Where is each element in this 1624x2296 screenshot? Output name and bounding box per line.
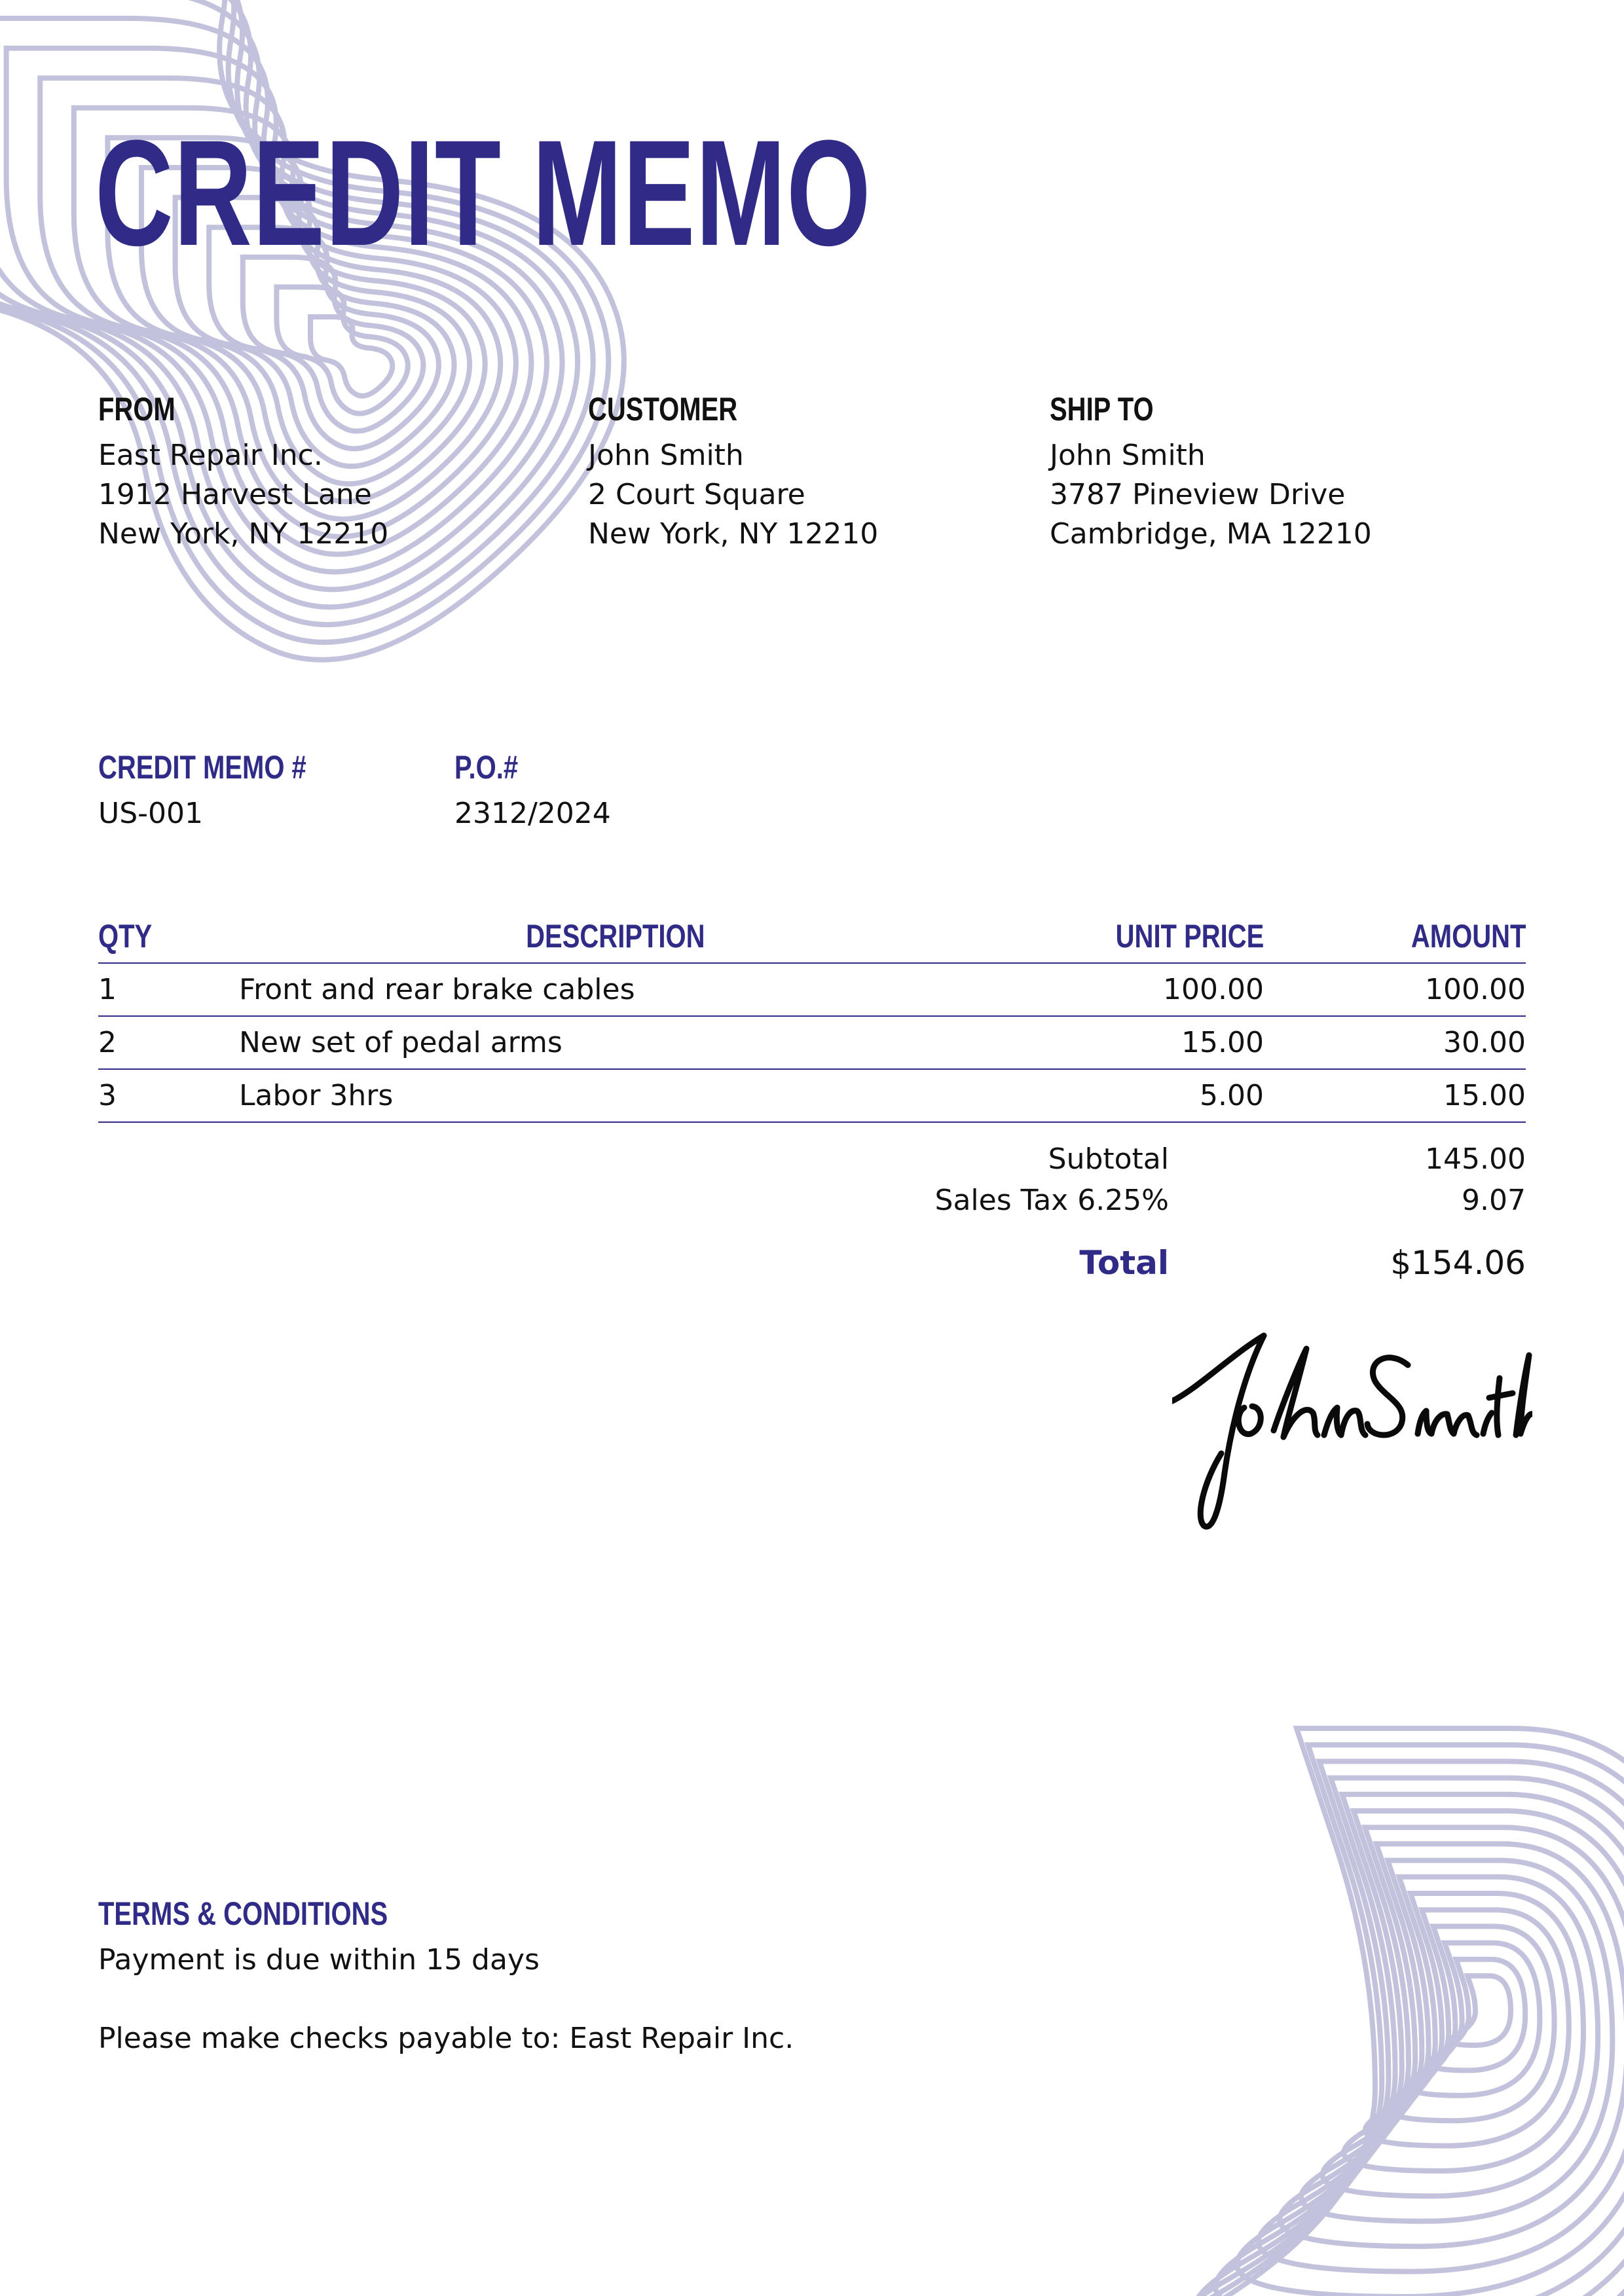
item-amount: 15.00 bbox=[1264, 1069, 1526, 1122]
item-amount: 100.00 bbox=[1264, 963, 1526, 1016]
ship-to-block bbox=[1050, 393, 1372, 554]
item-qty: 2 bbox=[98, 1016, 239, 1069]
contour-line bbox=[1387, 1926, 1555, 2121]
sales-tax-row bbox=[851, 1184, 1526, 1223]
column-header-amount: AMOUNT bbox=[1411, 918, 1526, 955]
contour-line bbox=[1173, 1761, 1624, 2296]
contour-line bbox=[310, 317, 392, 396]
table-row bbox=[98, 1069, 1526, 1122]
memo-number-value: US-001 bbox=[98, 797, 203, 830]
item-unit-price: 15.00 bbox=[992, 1016, 1264, 1069]
ship-to-line: John Smith bbox=[1050, 439, 1206, 472]
table-row bbox=[98, 963, 1526, 1016]
table-row bbox=[98, 1016, 1526, 1069]
contour-line bbox=[1451, 1976, 1511, 2045]
terms-label: TERMS & CONDITIONS bbox=[98, 1895, 388, 1932]
item-qty: 3 bbox=[98, 1069, 239, 1122]
item-description: Front and rear brake cables bbox=[239, 963, 992, 1016]
contour-line bbox=[1130, 1728, 1624, 2296]
ship-to-label: SHIP TO bbox=[1050, 391, 1154, 428]
sales-tax-value: 9.07 bbox=[1462, 1184, 1526, 1217]
customer-label: CUSTOMER bbox=[588, 391, 738, 428]
total-row bbox=[851, 1244, 1526, 1283]
from-label: FROM bbox=[98, 391, 175, 428]
contour-line bbox=[1365, 1910, 1569, 2145]
item-description: New set of pedal arms bbox=[239, 1016, 992, 1069]
contour-line bbox=[1344, 1893, 1583, 2171]
contour-line bbox=[1194, 1778, 1624, 2296]
subtotal-value: 145.00 bbox=[1425, 1142, 1526, 1176]
contour-line bbox=[1280, 1844, 1624, 2246]
subtotal-label: Subtotal bbox=[1048, 1142, 1169, 1176]
total-value: $154.06 bbox=[1390, 1244, 1526, 1282]
item-qty: 1 bbox=[98, 963, 239, 1016]
contour-line bbox=[1215, 1795, 1624, 2296]
contour-line bbox=[1430, 1959, 1525, 2071]
column-header-qty: QTY bbox=[98, 918, 153, 955]
contour-line bbox=[1151, 1745, 1624, 2296]
ship-to-line: Cambridge, MA 12210 bbox=[1050, 517, 1372, 551]
terms-line: Please make checks payable to: East Repair Inc. bbox=[98, 2022, 794, 2055]
ship-to-line: 3787 Pineview Drive bbox=[1050, 478, 1346, 511]
memo-number-block bbox=[98, 751, 358, 833]
table-header-row bbox=[98, 910, 1526, 963]
contour-line bbox=[0, 0, 624, 660]
item-unit-price: 5.00 bbox=[992, 1069, 1264, 1122]
contour-line bbox=[1259, 1827, 1624, 2271]
subtotal-row bbox=[851, 1142, 1526, 1182]
top-left-contour-pattern bbox=[0, 0, 624, 660]
line-items-table bbox=[98, 910, 1526, 1123]
from-line: East Repair Inc. bbox=[98, 439, 323, 472]
item-description: Labor 3hrs bbox=[239, 1069, 992, 1122]
po-number-label: P.O.# bbox=[454, 749, 519, 786]
contour-line bbox=[1408, 1943, 1540, 2096]
memo-number-label: CREDIT MEMO # bbox=[98, 749, 306, 786]
contour-line bbox=[1323, 1877, 1598, 2196]
column-header-unit-price: UNIT PRICE bbox=[1115, 918, 1264, 955]
terms-block bbox=[98, 1897, 794, 2058]
customer-block bbox=[588, 393, 878, 554]
contour-line bbox=[1237, 1811, 1624, 2296]
po-number-block bbox=[454, 751, 611, 833]
from-line: 1912 Harvest Lane bbox=[98, 478, 372, 511]
document-title: CREDIT MEMO bbox=[95, 109, 872, 277]
terms-line: Payment is due within 15 days bbox=[98, 1943, 540, 1977]
sales-tax-label: Sales Tax 6.25% bbox=[934, 1184, 1169, 1217]
item-amount: 30.00 bbox=[1264, 1016, 1526, 1069]
customer-line: New York, NY 12210 bbox=[588, 517, 879, 551]
customer-line: 2 Court Square bbox=[588, 478, 805, 511]
contour-line bbox=[1301, 1861, 1613, 2221]
customer-line: John Smith bbox=[588, 439, 744, 472]
from-line: New York, NY 12210 bbox=[98, 517, 389, 551]
column-header-description: DESCRIPTION bbox=[526, 918, 705, 955]
signature-image bbox=[1172, 1316, 1532, 1545]
po-number-value: 2312/2024 bbox=[454, 797, 611, 830]
from-block bbox=[98, 393, 388, 554]
total-label: Total bbox=[1079, 1244, 1169, 1282]
bottom-right-contour-pattern bbox=[1130, 1728, 1624, 2296]
item-unit-price: 100.00 bbox=[992, 963, 1264, 1016]
